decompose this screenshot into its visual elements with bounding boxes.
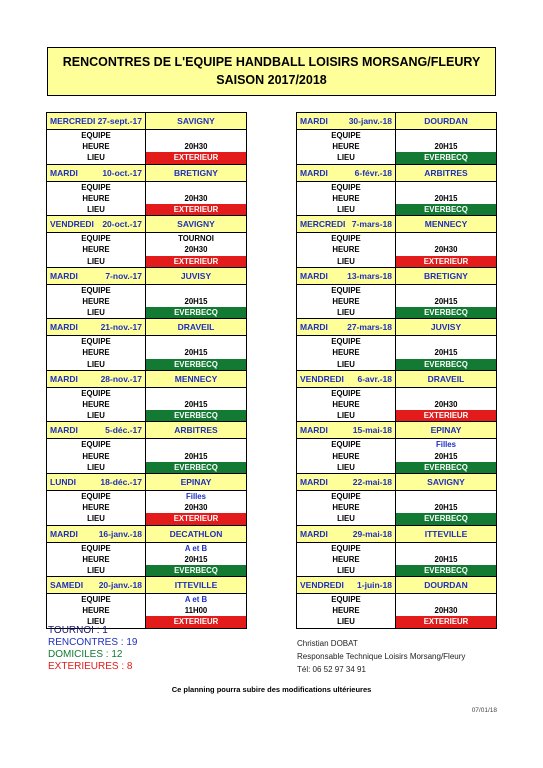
row-value-heure: 20H30 bbox=[145, 193, 246, 204]
match-header bbox=[297, 422, 496, 439]
match-block bbox=[297, 371, 496, 423]
match-block bbox=[297, 165, 496, 217]
row-label-equipe: EQUIPE bbox=[331, 234, 361, 244]
match-row-lieu bbox=[297, 616, 496, 627]
row-label-lieu: LIEU bbox=[337, 411, 355, 421]
row-value-heure: 20H15 bbox=[395, 141, 496, 152]
match-header bbox=[297, 319, 496, 336]
match-opponent: SAVIGNY bbox=[145, 216, 246, 232]
row-value-equipe: A et B bbox=[145, 543, 246, 554]
match-block bbox=[297, 216, 496, 268]
match-row-heure bbox=[47, 605, 246, 616]
match-date: 22-mai-18 bbox=[352, 476, 392, 487]
row-value-equipe bbox=[145, 439, 246, 450]
match-header bbox=[47, 422, 246, 439]
match-row-lieu bbox=[297, 410, 496, 421]
match-header bbox=[47, 319, 246, 336]
summary-tournoi: TOURNOI : 1 bbox=[48, 625, 108, 636]
row-label-heure: HEURE bbox=[82, 193, 110, 203]
match-opponent: JUVISY bbox=[395, 319, 496, 335]
match-opponent: EPINAY bbox=[395, 422, 496, 438]
match-day: MARDI bbox=[50, 373, 78, 384]
match-day: MERCREDI bbox=[300, 219, 346, 230]
match-opponent: ITTEVILLE bbox=[145, 577, 246, 593]
match-row-heure bbox=[297, 554, 496, 565]
match-day: MARDI bbox=[50, 425, 78, 436]
row-value-lieu: EVERBECQ bbox=[145, 359, 246, 370]
row-label-lieu: LIEU bbox=[337, 565, 355, 575]
row-value-equipe bbox=[395, 336, 496, 347]
match-row-lieu bbox=[297, 204, 496, 215]
row-value-heure: 20H30 bbox=[145, 141, 246, 152]
row-label-lieu: LIEU bbox=[87, 411, 105, 421]
match-header bbox=[297, 526, 496, 543]
row-label-lieu: LIEU bbox=[87, 462, 105, 472]
row-label-heure: HEURE bbox=[82, 606, 110, 616]
row-value-lieu: EXTERIEUR bbox=[145, 204, 246, 215]
row-label-lieu: LIEU bbox=[337, 204, 355, 214]
match-opponent: BRETIGNY bbox=[145, 165, 246, 181]
row-value-heure: 20H15 bbox=[395, 554, 496, 565]
match-row-heure bbox=[47, 554, 246, 565]
match-row-equipe bbox=[297, 543, 496, 554]
match-day: VENDREDI bbox=[300, 373, 344, 384]
match-date: 7-mars-18 bbox=[351, 219, 392, 230]
row-value-lieu: EVERBECQ bbox=[145, 565, 246, 576]
row-value-equipe bbox=[395, 285, 496, 296]
match-opponent: DECATHLON bbox=[145, 526, 246, 542]
match-day: MARDI bbox=[300, 322, 328, 333]
match-date: 13-mars-18 bbox=[347, 270, 392, 281]
match-day: MARDI bbox=[300, 270, 328, 281]
row-value-heure: 11H00 bbox=[145, 605, 246, 616]
match-header bbox=[297, 577, 496, 594]
right-schedule-table bbox=[296, 112, 497, 629]
row-value-heure: 20H15 bbox=[395, 193, 496, 204]
match-block bbox=[297, 474, 496, 526]
match-header bbox=[297, 165, 496, 182]
row-label-equipe: EQUIPE bbox=[81, 234, 111, 244]
row-value-lieu: EXTERIEUR bbox=[145, 513, 246, 524]
match-block bbox=[47, 165, 246, 217]
match-date: 16-janv.-18 bbox=[98, 528, 142, 539]
row-value-lieu: EVERBECQ bbox=[395, 204, 496, 215]
row-value-equipe bbox=[395, 130, 496, 141]
match-row-heure bbox=[297, 605, 496, 616]
match-row-equipe bbox=[47, 594, 246, 605]
match-row-lieu bbox=[47, 513, 246, 524]
match-block bbox=[297, 319, 496, 371]
row-value-lieu: EVERBECQ bbox=[395, 565, 496, 576]
match-row-lieu bbox=[297, 307, 496, 318]
match-header bbox=[297, 474, 496, 491]
row-label-lieu: LIEU bbox=[87, 514, 105, 524]
match-row-heure bbox=[47, 451, 246, 462]
row-label-heure: HEURE bbox=[82, 142, 110, 152]
match-row-equipe bbox=[47, 491, 246, 502]
match-date: 29-mai-18 bbox=[352, 528, 392, 539]
match-row-lieu bbox=[47, 256, 246, 267]
match-row-equipe bbox=[47, 439, 246, 450]
row-value-heure: 20H30 bbox=[145, 502, 246, 513]
row-value-lieu: EVERBECQ bbox=[395, 513, 496, 524]
match-row-heure bbox=[297, 502, 496, 513]
match-row-equipe bbox=[47, 388, 246, 399]
row-label-lieu: LIEU bbox=[87, 153, 105, 163]
row-label-equipe: EQUIPE bbox=[331, 543, 361, 553]
row-value-lieu: EXTERIEUR bbox=[145, 616, 246, 627]
match-opponent: ARBITRES bbox=[395, 165, 496, 181]
match-row-equipe bbox=[47, 543, 246, 554]
match-row-equipe bbox=[297, 491, 496, 502]
match-block bbox=[297, 113, 496, 165]
contact-name: Christian DOBAT bbox=[297, 639, 358, 648]
row-value-heure: 20H15 bbox=[395, 451, 496, 462]
row-label-equipe: EQUIPE bbox=[81, 285, 111, 295]
match-date: 27-mars-18 bbox=[347, 322, 392, 333]
match-row-lieu bbox=[47, 204, 246, 215]
row-label-heure: HEURE bbox=[82, 451, 110, 461]
match-header bbox=[47, 474, 246, 491]
match-day: MARDI bbox=[50, 528, 78, 539]
match-date: 20-janv.-18 bbox=[98, 580, 142, 591]
match-row-equipe bbox=[297, 285, 496, 296]
match-row-heure bbox=[47, 296, 246, 307]
match-row-equipe bbox=[47, 336, 246, 347]
contact-phone: Tél: 06 52 97 34 91 bbox=[297, 665, 366, 674]
row-value-equipe bbox=[145, 182, 246, 193]
summary-rencontres: RENCONTRES : 19 bbox=[48, 637, 138, 648]
match-row-heure bbox=[47, 141, 246, 152]
match-row-equipe bbox=[297, 182, 496, 193]
match-row-equipe bbox=[297, 388, 496, 399]
row-label-lieu: LIEU bbox=[87, 308, 105, 318]
match-date: 20-oct.-17 bbox=[102, 219, 142, 230]
row-value-equipe bbox=[395, 388, 496, 399]
match-header bbox=[47, 371, 246, 388]
row-label-lieu: LIEU bbox=[87, 617, 105, 627]
row-value-equipe bbox=[145, 388, 246, 399]
match-row-lieu bbox=[47, 152, 246, 163]
match-row-equipe bbox=[47, 182, 246, 193]
match-date: 6-févr.-18 bbox=[354, 167, 392, 178]
match-block bbox=[297, 268, 496, 320]
row-label-heure: HEURE bbox=[82, 554, 110, 564]
match-row-heure bbox=[297, 399, 496, 410]
row-value-equipe bbox=[395, 182, 496, 193]
row-label-lieu: LIEU bbox=[87, 256, 105, 266]
match-block bbox=[47, 526, 246, 578]
match-day: VENDREDI bbox=[300, 580, 344, 591]
row-value-lieu: EVERBECQ bbox=[395, 152, 496, 163]
row-label-equipe: EQUIPE bbox=[331, 131, 361, 140]
match-block bbox=[297, 577, 496, 628]
row-label-lieu: LIEU bbox=[87, 359, 105, 369]
row-value-heure: 20H15 bbox=[145, 347, 246, 358]
match-row-heure bbox=[47, 399, 246, 410]
match-row-heure bbox=[297, 193, 496, 204]
match-day: MERCREDI bbox=[50, 116, 96, 126]
row-value-equipe bbox=[395, 491, 496, 502]
match-day: MARDI bbox=[50, 167, 78, 178]
match-row-equipe bbox=[297, 130, 496, 141]
row-label-heure: HEURE bbox=[332, 400, 360, 409]
match-day: MARDI bbox=[300, 528, 328, 539]
match-date: 18-déc.-17 bbox=[100, 476, 142, 487]
summary-exterieures: EXTERIEURES : 8 bbox=[48, 661, 133, 672]
row-label-heure: HEURE bbox=[82, 245, 110, 255]
row-label-equipe: EQUIPE bbox=[81, 131, 111, 140]
row-label-heure: HEURE bbox=[82, 503, 110, 513]
row-value-heure: 20H15 bbox=[145, 451, 246, 462]
match-header bbox=[297, 371, 496, 388]
match-day: SAMEDI bbox=[50, 580, 84, 591]
match-row-heure bbox=[47, 347, 246, 358]
match-opponent: DRAVEIL bbox=[395, 371, 496, 387]
match-date: 5-déc.-17 bbox=[105, 425, 142, 436]
row-value-heure: 20H15 bbox=[395, 296, 496, 307]
match-opponent: SAVIGNY bbox=[395, 474, 496, 490]
row-label-lieu: LIEU bbox=[337, 617, 355, 627]
row-label-equipe: EQUIPE bbox=[81, 595, 111, 605]
match-date: 7-nov.-17 bbox=[105, 270, 142, 281]
row-label-heure: HEURE bbox=[332, 142, 360, 152]
date-stamp: 07/01/18 bbox=[471, 707, 497, 714]
match-row-equipe bbox=[297, 594, 496, 605]
match-day: MARDI bbox=[300, 425, 328, 436]
row-label-heure: HEURE bbox=[332, 245, 360, 255]
row-value-heure: 20H15 bbox=[395, 347, 496, 358]
match-block bbox=[47, 319, 246, 371]
match-opponent: ITTEVILLE bbox=[395, 526, 496, 542]
row-value-heure: 20H15 bbox=[145, 554, 246, 565]
row-value-heure: 20H30 bbox=[395, 244, 496, 255]
row-value-equipe bbox=[145, 336, 246, 347]
match-row-heure bbox=[47, 193, 246, 204]
row-label-heure: HEURE bbox=[332, 503, 360, 513]
match-row-lieu bbox=[297, 152, 496, 163]
row-value-equipe bbox=[395, 543, 496, 554]
match-row-lieu bbox=[297, 256, 496, 267]
row-label-equipe: EQUIPE bbox=[81, 182, 111, 192]
row-value-heure: 20H30 bbox=[395, 605, 496, 616]
row-value-heure: 20H15 bbox=[145, 399, 246, 410]
match-day: VENDREDI bbox=[50, 219, 94, 230]
match-header bbox=[47, 165, 246, 182]
match-date: 6-avr.-18 bbox=[357, 373, 392, 384]
row-label-equipe: EQUIPE bbox=[331, 388, 361, 398]
row-value-equipe bbox=[395, 594, 496, 605]
match-opponent: SAVIGNY bbox=[145, 113, 246, 129]
match-opponent: DRAVEIL bbox=[145, 319, 246, 335]
match-row-heure bbox=[47, 244, 246, 255]
match-day: LUNDI bbox=[50, 476, 76, 487]
match-row-heure bbox=[47, 502, 246, 513]
row-value-heure: 20H30 bbox=[395, 399, 496, 410]
match-header bbox=[47, 216, 246, 233]
match-row-lieu bbox=[297, 565, 496, 576]
row-label-lieu: LIEU bbox=[337, 308, 355, 318]
row-label-heure: HEURE bbox=[332, 193, 360, 203]
match-row-heure bbox=[297, 141, 496, 152]
match-row-lieu bbox=[47, 462, 246, 473]
row-label-heure: HEURE bbox=[332, 348, 360, 358]
row-label-heure: HEURE bbox=[332, 296, 360, 306]
match-row-equipe bbox=[297, 233, 496, 244]
match-row-equipe bbox=[47, 285, 246, 296]
row-label-equipe: EQUIPE bbox=[331, 182, 361, 192]
match-row-lieu bbox=[297, 359, 496, 370]
row-value-lieu: EXTERIEUR bbox=[395, 616, 496, 627]
row-value-lieu: EXTERIEUR bbox=[145, 152, 246, 163]
match-block bbox=[297, 422, 496, 474]
match-day: MARDI bbox=[300, 167, 328, 178]
match-row-lieu bbox=[47, 359, 246, 370]
contact-role: Responsable Technique Loisirs Morsang/Fleury bbox=[297, 652, 466, 661]
match-opponent: JUVISY bbox=[145, 268, 246, 284]
row-value-equipe: A et B bbox=[145, 594, 246, 605]
row-label-equipe: EQUIPE bbox=[81, 440, 111, 450]
match-block bbox=[47, 371, 246, 423]
match-day: MARDI bbox=[50, 322, 78, 333]
match-opponent: DOURDAN bbox=[395, 113, 496, 129]
season-summary bbox=[48, 625, 137, 673]
row-label-equipe: EQUIPE bbox=[81, 388, 111, 398]
match-block bbox=[47, 216, 246, 268]
row-label-heure: HEURE bbox=[332, 606, 360, 616]
row-label-equipe: EQUIPE bbox=[331, 285, 361, 295]
row-value-equipe bbox=[145, 130, 246, 141]
row-label-lieu: LIEU bbox=[337, 256, 355, 266]
match-block bbox=[47, 577, 246, 628]
match-opponent: ARBITRES bbox=[145, 422, 246, 438]
summary-domiciles: DOMICILES : 12 bbox=[48, 649, 123, 660]
match-date: 10-oct.-17 bbox=[102, 167, 142, 178]
row-value-heure: 20H15 bbox=[395, 502, 496, 513]
match-date: 15-mai-18 bbox=[352, 425, 392, 436]
row-value-equipe: Filles bbox=[145, 491, 246, 502]
match-row-lieu bbox=[297, 513, 496, 524]
page-title-box bbox=[47, 47, 496, 96]
row-label-lieu: LIEU bbox=[337, 153, 355, 163]
row-label-lieu: LIEU bbox=[87, 204, 105, 214]
row-label-equipe: EQUIPE bbox=[331, 595, 361, 605]
match-header bbox=[297, 268, 496, 285]
match-row-lieu bbox=[297, 462, 496, 473]
page-title: RENCONTRES DE L'EQUIPE HANDBALL LOISIRS MORSANG/FLEURY bbox=[62, 55, 481, 69]
match-block bbox=[47, 422, 246, 474]
row-value-lieu: EVERBECQ bbox=[145, 410, 246, 421]
match-row-heure bbox=[297, 244, 496, 255]
match-row-lieu bbox=[47, 307, 246, 318]
row-value-lieu: EVERBECQ bbox=[395, 359, 496, 370]
match-header bbox=[47, 526, 246, 543]
disclaimer-note: Ce planning pourra subire des modifications ultérieures bbox=[171, 685, 372, 694]
row-value-equipe: TOURNOI bbox=[145, 233, 246, 244]
match-header bbox=[297, 113, 496, 130]
row-label-heure: HEURE bbox=[82, 296, 110, 306]
match-opponent: MENNECY bbox=[395, 216, 496, 232]
row-value-equipe bbox=[145, 285, 246, 296]
match-opponent: BRETIGNY bbox=[395, 268, 496, 284]
match-row-heure bbox=[297, 451, 496, 462]
match-opponent: EPINAY bbox=[145, 474, 246, 490]
match-header bbox=[297, 216, 496, 233]
row-label-equipe: EQUIPE bbox=[81, 491, 111, 501]
match-day: MARDI bbox=[50, 270, 78, 281]
row-label-equipe: EQUIPE bbox=[81, 543, 111, 553]
row-value-equipe bbox=[395, 233, 496, 244]
match-row-heure bbox=[297, 347, 496, 358]
row-value-lieu: EVERBECQ bbox=[395, 462, 496, 473]
match-date: 28-nov.-17 bbox=[100, 373, 142, 384]
match-date: 1-juin-18 bbox=[357, 580, 392, 591]
row-value-lieu: EVERBECQ bbox=[395, 307, 496, 318]
match-header bbox=[47, 113, 246, 130]
row-label-heure: HEURE bbox=[332, 451, 360, 461]
row-value-heure: 20H30 bbox=[145, 244, 246, 255]
match-block bbox=[297, 526, 496, 578]
match-block bbox=[47, 268, 246, 320]
match-day: MARDI bbox=[300, 116, 328, 126]
match-date: 27-sept.-17 bbox=[97, 116, 142, 126]
match-row-equipe bbox=[297, 439, 496, 450]
match-header bbox=[47, 268, 246, 285]
row-label-equipe: EQUIPE bbox=[331, 337, 361, 347]
row-label-lieu: LIEU bbox=[337, 514, 355, 524]
match-opponent: DOURDAN bbox=[395, 577, 496, 593]
row-label-lieu: LIEU bbox=[337, 462, 355, 472]
match-day: MARDI bbox=[300, 476, 328, 487]
row-label-equipe: EQUIPE bbox=[331, 440, 361, 450]
match-row-lieu bbox=[47, 410, 246, 421]
row-label-heure: HEURE bbox=[332, 554, 360, 564]
match-header bbox=[47, 577, 246, 594]
row-value-lieu: EXTERIEUR bbox=[395, 256, 496, 267]
contact-block bbox=[297, 637, 465, 676]
row-label-heure: HEURE bbox=[82, 348, 110, 358]
row-value-heure: 20H15 bbox=[145, 296, 246, 307]
match-row-lieu bbox=[47, 565, 246, 576]
row-label-lieu: LIEU bbox=[337, 359, 355, 369]
left-schedule-table bbox=[46, 112, 247, 629]
row-value-lieu: EVERBECQ bbox=[145, 307, 246, 318]
match-row-equipe bbox=[47, 233, 246, 244]
match-block bbox=[47, 113, 246, 165]
match-opponent: MENNECY bbox=[145, 371, 246, 387]
row-label-heure: HEURE bbox=[82, 400, 110, 409]
row-label-lieu: LIEU bbox=[87, 565, 105, 575]
match-row-equipe bbox=[47, 130, 246, 141]
row-label-equipe: EQUIPE bbox=[331, 491, 361, 501]
match-row-heure bbox=[297, 296, 496, 307]
row-value-lieu: EVERBECQ bbox=[145, 462, 246, 473]
row-value-lieu: EXTERIEUR bbox=[145, 256, 246, 267]
row-label-equipe: EQUIPE bbox=[81, 337, 111, 347]
match-block bbox=[47, 474, 246, 526]
season-subtitle: SAISON 2017/2018 bbox=[216, 73, 327, 87]
match-date: 30-janv.-18 bbox=[348, 116, 392, 126]
row-value-lieu: EXTERIEUR bbox=[395, 410, 496, 421]
match-date: 21-nov.-17 bbox=[100, 322, 142, 333]
match-row-equipe bbox=[297, 336, 496, 347]
row-value-equipe: Filles bbox=[395, 439, 496, 450]
